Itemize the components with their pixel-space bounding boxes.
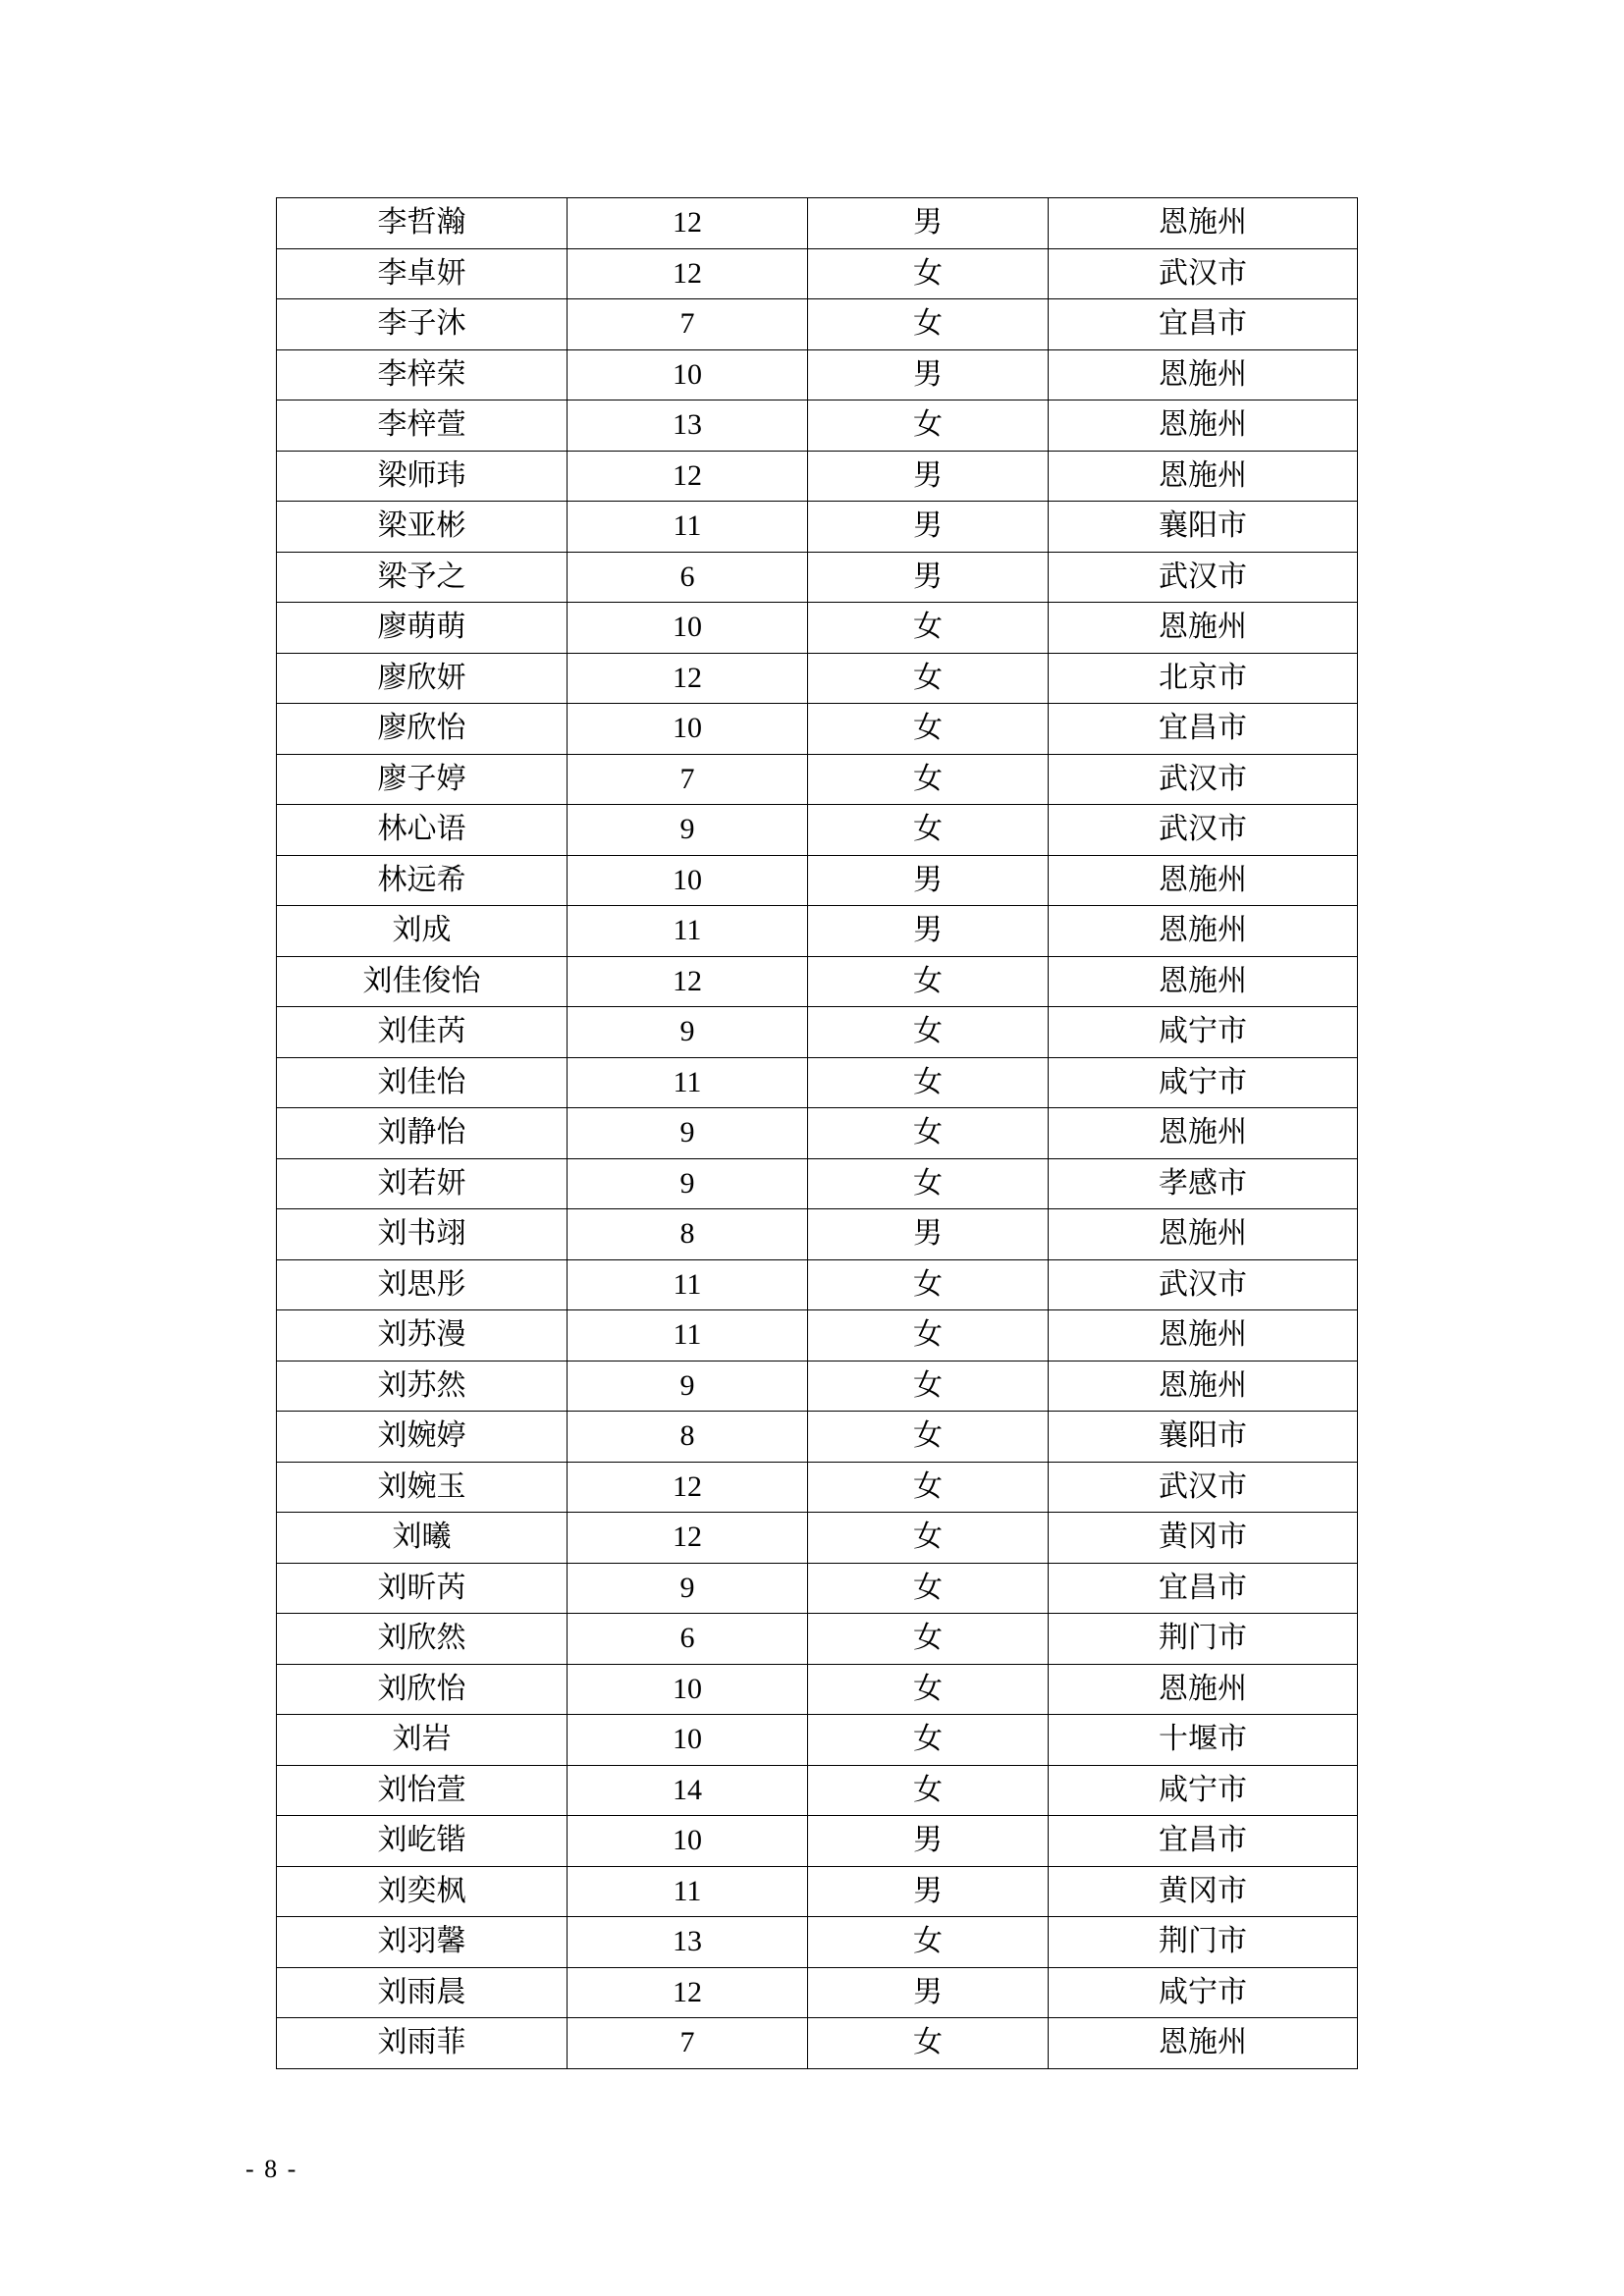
age-cell: 12 (568, 1513, 808, 1564)
name-cell: 廖子婷 (277, 754, 568, 805)
region-cell: 恩施州 (1049, 855, 1358, 906)
gender-cell: 男 (808, 1816, 1049, 1867)
name-cell: 刘佳怡 (277, 1057, 568, 1108)
gender-cell: 女 (808, 1158, 1049, 1209)
age-cell: 9 (568, 1158, 808, 1209)
region-cell: 恩施州 (1049, 1664, 1358, 1715)
region-cell: 宜昌市 (1049, 704, 1358, 755)
name-cell: 刘羽馨 (277, 1917, 568, 1968)
age-cell: 12 (568, 198, 808, 249)
region-cell: 恩施州 (1049, 1108, 1358, 1159)
name-cell: 刘欣怡 (277, 1664, 568, 1715)
age-cell: 11 (568, 1259, 808, 1310)
name-cell: 林心语 (277, 805, 568, 856)
table-row (277, 754, 1358, 805)
table-row (277, 805, 1358, 856)
roster-table-body (277, 198, 1358, 2069)
name-cell: 刘奕枫 (277, 1866, 568, 1917)
table-row (277, 1108, 1358, 1159)
region-cell: 咸宁市 (1049, 1967, 1358, 2018)
table-row (277, 1715, 1358, 1766)
name-cell: 廖萌萌 (277, 603, 568, 654)
gender-cell: 男 (808, 552, 1049, 603)
age-cell: 7 (568, 2018, 808, 2069)
region-cell: 恩施州 (1049, 1361, 1358, 1412)
name-cell: 李哲瀚 (277, 198, 568, 249)
region-cell: 襄阳市 (1049, 1412, 1358, 1463)
region-cell: 咸宁市 (1049, 1057, 1358, 1108)
gender-cell: 女 (808, 1310, 1049, 1362)
table-row (277, 502, 1358, 553)
name-cell: 刘书翊 (277, 1209, 568, 1260)
name-cell: 刘昕芮 (277, 1563, 568, 1614)
region-cell: 宜昌市 (1049, 1563, 1358, 1614)
table-row (277, 855, 1358, 906)
region-cell: 恩施州 (1049, 2018, 1358, 2069)
name-cell: 刘思彤 (277, 1259, 568, 1310)
age-cell: 12 (568, 956, 808, 1007)
table-row (277, 2018, 1358, 2069)
region-cell: 十堰市 (1049, 1715, 1358, 1766)
age-cell: 10 (568, 603, 808, 654)
region-cell: 武汉市 (1049, 805, 1358, 856)
name-cell: 刘佳芮 (277, 1007, 568, 1058)
gender-cell: 男 (808, 451, 1049, 502)
gender-cell: 女 (808, 1412, 1049, 1463)
age-cell: 10 (568, 349, 808, 400)
region-cell: 宜昌市 (1049, 299, 1358, 350)
age-cell: 9 (568, 1108, 808, 1159)
table-row (277, 1158, 1358, 1209)
region-cell: 武汉市 (1049, 754, 1358, 805)
gender-cell: 女 (808, 1259, 1049, 1310)
age-cell: 10 (568, 1715, 808, 1766)
age-cell: 12 (568, 451, 808, 502)
gender-cell: 女 (808, 1765, 1049, 1816)
age-cell: 10 (568, 1816, 808, 1867)
name-cell: 刘屹锴 (277, 1816, 568, 1867)
age-cell: 12 (568, 653, 808, 704)
gender-cell: 女 (808, 1057, 1049, 1108)
age-cell: 11 (568, 906, 808, 957)
roster-table-container (276, 197, 1357, 2069)
age-cell: 9 (568, 1007, 808, 1058)
table-row (277, 1412, 1358, 1463)
table-row (277, 1866, 1358, 1917)
gender-cell: 女 (808, 1361, 1049, 1412)
region-cell: 咸宁市 (1049, 1765, 1358, 1816)
age-cell: 12 (568, 248, 808, 299)
region-cell: 恩施州 (1049, 603, 1358, 654)
gender-cell: 女 (808, 1462, 1049, 1513)
table-row (277, 552, 1358, 603)
table-row (277, 906, 1358, 957)
region-cell: 武汉市 (1049, 1462, 1358, 1513)
age-cell: 9 (568, 805, 808, 856)
gender-cell: 女 (808, 1664, 1049, 1715)
age-cell: 9 (568, 1361, 808, 1412)
name-cell: 刘怡萱 (277, 1765, 568, 1816)
age-cell: 9 (568, 1563, 808, 1614)
name-cell: 李卓妍 (277, 248, 568, 299)
table-row (277, 1462, 1358, 1513)
age-cell: 13 (568, 1917, 808, 1968)
gender-cell: 女 (808, 956, 1049, 1007)
age-cell: 12 (568, 1967, 808, 2018)
table-row (277, 1664, 1358, 1715)
region-cell: 恩施州 (1049, 1209, 1358, 1260)
gender-cell: 女 (808, 653, 1049, 704)
age-cell: 14 (568, 1765, 808, 1816)
name-cell: 刘成 (277, 906, 568, 957)
gender-cell: 男 (808, 349, 1049, 400)
age-cell: 13 (568, 400, 808, 452)
gender-cell: 女 (808, 1715, 1049, 1766)
table-row (277, 704, 1358, 755)
table-row (277, 299, 1358, 350)
table-row (277, 1007, 1358, 1058)
age-cell: 12 (568, 1462, 808, 1513)
region-cell: 荆门市 (1049, 1917, 1358, 1968)
gender-cell: 女 (808, 1007, 1049, 1058)
region-cell: 恩施州 (1049, 451, 1358, 502)
region-cell: 武汉市 (1049, 1259, 1358, 1310)
gender-cell: 男 (808, 198, 1049, 249)
roster-table (276, 197, 1358, 2069)
name-cell: 刘曦 (277, 1513, 568, 1564)
table-row (277, 248, 1358, 299)
table-row (277, 956, 1358, 1007)
table-row (277, 1563, 1358, 1614)
name-cell: 刘雨晨 (277, 1967, 568, 2018)
gender-cell: 男 (808, 1209, 1049, 1260)
name-cell: 李子沐 (277, 299, 568, 350)
age-cell: 8 (568, 1412, 808, 1463)
table-row (277, 653, 1358, 704)
gender-cell: 女 (808, 248, 1049, 299)
gender-cell: 女 (808, 2018, 1049, 2069)
name-cell: 梁师玮 (277, 451, 568, 502)
region-cell: 武汉市 (1049, 248, 1358, 299)
age-cell: 8 (568, 1209, 808, 1260)
name-cell: 梁予之 (277, 552, 568, 603)
name-cell: 刘若妍 (277, 1158, 568, 1209)
table-row (277, 349, 1358, 400)
name-cell: 梁亚彬 (277, 502, 568, 553)
age-cell: 10 (568, 1664, 808, 1715)
gender-cell: 男 (808, 502, 1049, 553)
table-row (277, 1310, 1358, 1362)
table-row (277, 1765, 1358, 1816)
table-row (277, 198, 1358, 249)
region-cell: 北京市 (1049, 653, 1358, 704)
gender-cell: 女 (808, 1513, 1049, 1564)
region-cell: 恩施州 (1049, 906, 1358, 957)
name-cell: 林远希 (277, 855, 568, 906)
name-cell: 刘静怡 (277, 1108, 568, 1159)
table-row (277, 1614, 1358, 1665)
table-row (277, 451, 1358, 502)
name-cell: 刘雨菲 (277, 2018, 568, 2069)
age-cell: 11 (568, 502, 808, 553)
gender-cell: 女 (808, 299, 1049, 350)
table-row (277, 1259, 1358, 1310)
age-cell: 10 (568, 704, 808, 755)
gender-cell: 女 (808, 754, 1049, 805)
age-cell: 10 (568, 855, 808, 906)
age-cell: 7 (568, 299, 808, 350)
table-row (277, 1816, 1358, 1867)
age-cell: 7 (568, 754, 808, 805)
region-cell: 襄阳市 (1049, 502, 1358, 553)
table-row (277, 1209, 1358, 1260)
name-cell: 李梓萱 (277, 400, 568, 452)
age-cell: 11 (568, 1310, 808, 1362)
gender-cell: 男 (808, 855, 1049, 906)
region-cell: 恩施州 (1049, 956, 1358, 1007)
name-cell: 刘欣然 (277, 1614, 568, 1665)
name-cell: 刘苏漫 (277, 1310, 568, 1362)
age-cell: 6 (568, 1614, 808, 1665)
region-cell: 恩施州 (1049, 400, 1358, 452)
gender-cell: 女 (808, 1917, 1049, 1968)
name-cell: 刘苏然 (277, 1361, 568, 1412)
gender-cell: 女 (808, 1614, 1049, 1665)
name-cell: 李梓荣 (277, 349, 568, 400)
table-row (277, 400, 1358, 452)
region-cell: 恩施州 (1049, 198, 1358, 249)
name-cell: 刘婉玉 (277, 1462, 568, 1513)
table-row (277, 603, 1358, 654)
region-cell: 宜昌市 (1049, 1816, 1358, 1867)
region-cell: 恩施州 (1049, 1310, 1358, 1362)
gender-cell: 女 (808, 400, 1049, 452)
gender-cell: 女 (808, 1563, 1049, 1614)
gender-cell: 女 (808, 805, 1049, 856)
gender-cell: 女 (808, 1108, 1049, 1159)
age-cell: 6 (568, 552, 808, 603)
name-cell: 刘佳俊怡 (277, 956, 568, 1007)
gender-cell: 男 (808, 1967, 1049, 2018)
region-cell: 黄冈市 (1049, 1866, 1358, 1917)
gender-cell: 男 (808, 906, 1049, 957)
gender-cell: 女 (808, 704, 1049, 755)
gender-cell: 女 (808, 603, 1049, 654)
table-row (277, 1513, 1358, 1564)
page-number: - 8 - (245, 2155, 298, 2183)
age-cell: 11 (568, 1866, 808, 1917)
name-cell: 廖欣妍 (277, 653, 568, 704)
table-row (277, 1967, 1358, 2018)
table-row (277, 1917, 1358, 1968)
name-cell: 刘婉婷 (277, 1412, 568, 1463)
table-row (277, 1361, 1358, 1412)
region-cell: 荆门市 (1049, 1614, 1358, 1665)
gender-cell: 男 (808, 1866, 1049, 1917)
table-row (277, 1057, 1358, 1108)
name-cell: 廖欣怡 (277, 704, 568, 755)
region-cell: 孝感市 (1049, 1158, 1358, 1209)
name-cell: 刘岩 (277, 1715, 568, 1766)
region-cell: 武汉市 (1049, 552, 1358, 603)
region-cell: 咸宁市 (1049, 1007, 1358, 1058)
age-cell: 11 (568, 1057, 808, 1108)
region-cell: 黄冈市 (1049, 1513, 1358, 1564)
region-cell: 恩施州 (1049, 349, 1358, 400)
